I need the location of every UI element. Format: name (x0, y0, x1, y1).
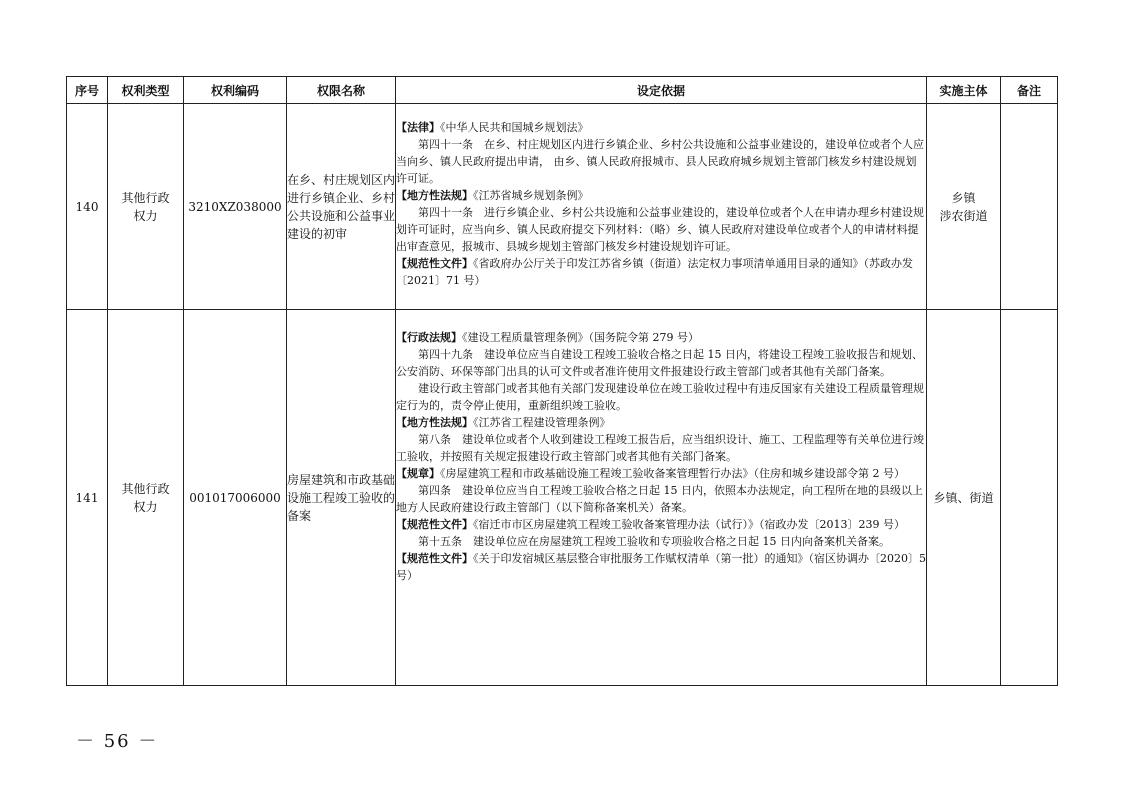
cell-basis (396, 104, 927, 310)
basis-paragraph (396, 533, 926, 550)
basis-text: 第四条 建设单位应当自工程竣工验收合格之日起 15 日内，依照本办法规定，向工程所在地的县级以上地方人民政府建设行政主管部门（以下简称备案机关）备案。 (396, 484, 923, 514)
basis-content (396, 310, 926, 584)
table-row (67, 310, 1058, 686)
basis-paragraph (396, 255, 926, 289)
basis-paragraph (396, 431, 926, 465)
basis-label: 【行政法规】 (396, 331, 462, 344)
basis-label: 【规范性文件】 (396, 518, 473, 531)
basis-label: 【规章】 (396, 467, 440, 480)
cell-subject (927, 310, 1001, 686)
basis-text: 第四十一条 在乡、村庄规划区内进行乡镇企业、乡村公共设施和公益事业建设的，建设单位或者个人应当向乡、镇人民政府提出申请， 由乡、镇人民政府报城市、县人民政府城乡规划主管部门核发乡村建设规划许可证。 (396, 138, 924, 185)
basis-label: 【地方性法规】 (396, 189, 473, 202)
header-code: 权利编码 (184, 77, 287, 104)
table-row (67, 104, 1058, 310)
cell-type (108, 104, 184, 310)
basis-text: 《中华人民共和国城乡规划法》 (440, 121, 589, 134)
table-header-row (67, 77, 1058, 104)
basis-paragraph (396, 516, 926, 533)
cell-seq: 141 (67, 310, 108, 686)
cell-code: 001017006000 (184, 310, 287, 686)
header-note: 备注 (1001, 77, 1058, 104)
page-number: － 56 － (76, 731, 159, 752)
basis-text: 《江苏省工程建设管理条例》 (473, 416, 611, 429)
basis-text: 《省政府办公厅关于印发江苏省乡镇（街道）法定权力事项清单通用目录的通知》（苏政办发〔2021〕71 号） (396, 257, 913, 287)
basis-label: 【地方性法规】 (396, 416, 473, 429)
subject-line: 涉农街道 (939, 208, 988, 223)
basis-text: 《宿迁市市区房屋建筑工程竣工验收备案管理办法（试行）》（宿政办发〔2013〕239 号） (473, 518, 905, 531)
basis-content (396, 104, 926, 289)
subject-line: 乡镇、街道 (933, 490, 994, 505)
cell-type-text: 其他行政权力 (121, 190, 170, 223)
cell-code: 3210XZ038000 (184, 104, 287, 310)
basis-paragraph (396, 136, 926, 187)
basis-paragraph (396, 119, 926, 136)
header-basis: 设定依据 (396, 77, 927, 104)
cell-seq: 140 (67, 104, 108, 310)
header-type: 权利类型 (108, 77, 184, 104)
cell-name: 房屋建筑和市政基础设施工程竣工验收的备案 (287, 310, 396, 686)
basis-text: 《江苏省城乡规划条例》 (473, 189, 589, 202)
subject-line: 乡镇 (951, 190, 976, 205)
basis-paragraph (396, 482, 926, 516)
cell-type (108, 310, 184, 686)
basis-text: 建设行政主管部门或者其他有关部门发现建设单位在竣工验收过程中有违反国家有关建设工程质量管理规定行为的，责令停止使用，重新组织竣工验收。 (396, 382, 924, 412)
basis-paragraph (396, 550, 926, 584)
basis-paragraph (396, 204, 926, 255)
basis-paragraph (396, 346, 926, 380)
cell-note (1001, 310, 1058, 686)
basis-text: 《房屋建筑工程和市政基础设施工程竣工验收备案管理暂行办法》（住房和城乡建设部令第 2 号） (440, 467, 905, 480)
basis-text: 第十五条 建设单位应在房屋建筑工程竣工验收和专项验收合格之日起 15 日内向备案机关备案。 (418, 535, 890, 548)
basis-label: 【法律】 (396, 121, 440, 134)
basis-paragraph (396, 380, 926, 414)
authority-table (66, 76, 1058, 686)
basis-text: 《建设工程质量管理条例》（国务院令第 279 号） (462, 331, 699, 344)
basis-text: 《关于印发宿城区基层整合审批服务工作赋权清单（第一批）的通知》（宿区协调办〔2020〕5 号） (396, 552, 926, 582)
cell-type-text: 其他行政权力 (121, 481, 170, 514)
basis-label: 【规范性文件】 (396, 257, 473, 270)
basis-label: 【规范性文件】 (396, 552, 473, 565)
cell-name: 在乡、村庄规划区内进行乡镇企业、乡村公共设施和公益事业建设的初审 (287, 104, 396, 310)
basis-text: 第八条 建设单位或者个人收到建设工程竣工报告后，应当组织设计、施工、工程监理等有关单位进行竣工验收，并按照有关规定报建设行政主管部门或者其他有关部门备案。 (396, 433, 924, 463)
header-name: 权限名称 (287, 77, 396, 104)
cell-note (1001, 104, 1058, 310)
basis-paragraph (396, 187, 926, 204)
header-seq: 序号 (67, 77, 108, 104)
basis-paragraph (396, 329, 926, 346)
header-subject: 实施主体 (927, 77, 1001, 104)
basis-paragraph (396, 465, 926, 482)
cell-subject (927, 104, 1001, 310)
basis-text: 第四十九条 建设单位应当自建设工程竣工验收合格之日起 15 日内，将建设工程竣工验收报告和规划、公安消防、环保等部门出具的认可文件或者准许使用文件报建设行政主管部门或者其他有关部门备案。 (396, 348, 923, 378)
basis-text: 第四十一条 进行乡镇企业、乡村公共设施和公益事业建设的，建设单位或者个人在申请办理乡村建设规划许可证时，应当向乡、镇人民政府提交下列材料：（略）乡、镇人民政府对建设单位或者个人的申请材料提出审查意见，报城市、县城乡规划主管部门核发乡村建设规划许可证。 (396, 206, 924, 253)
cell-basis (396, 310, 927, 686)
basis-paragraph (396, 414, 926, 431)
